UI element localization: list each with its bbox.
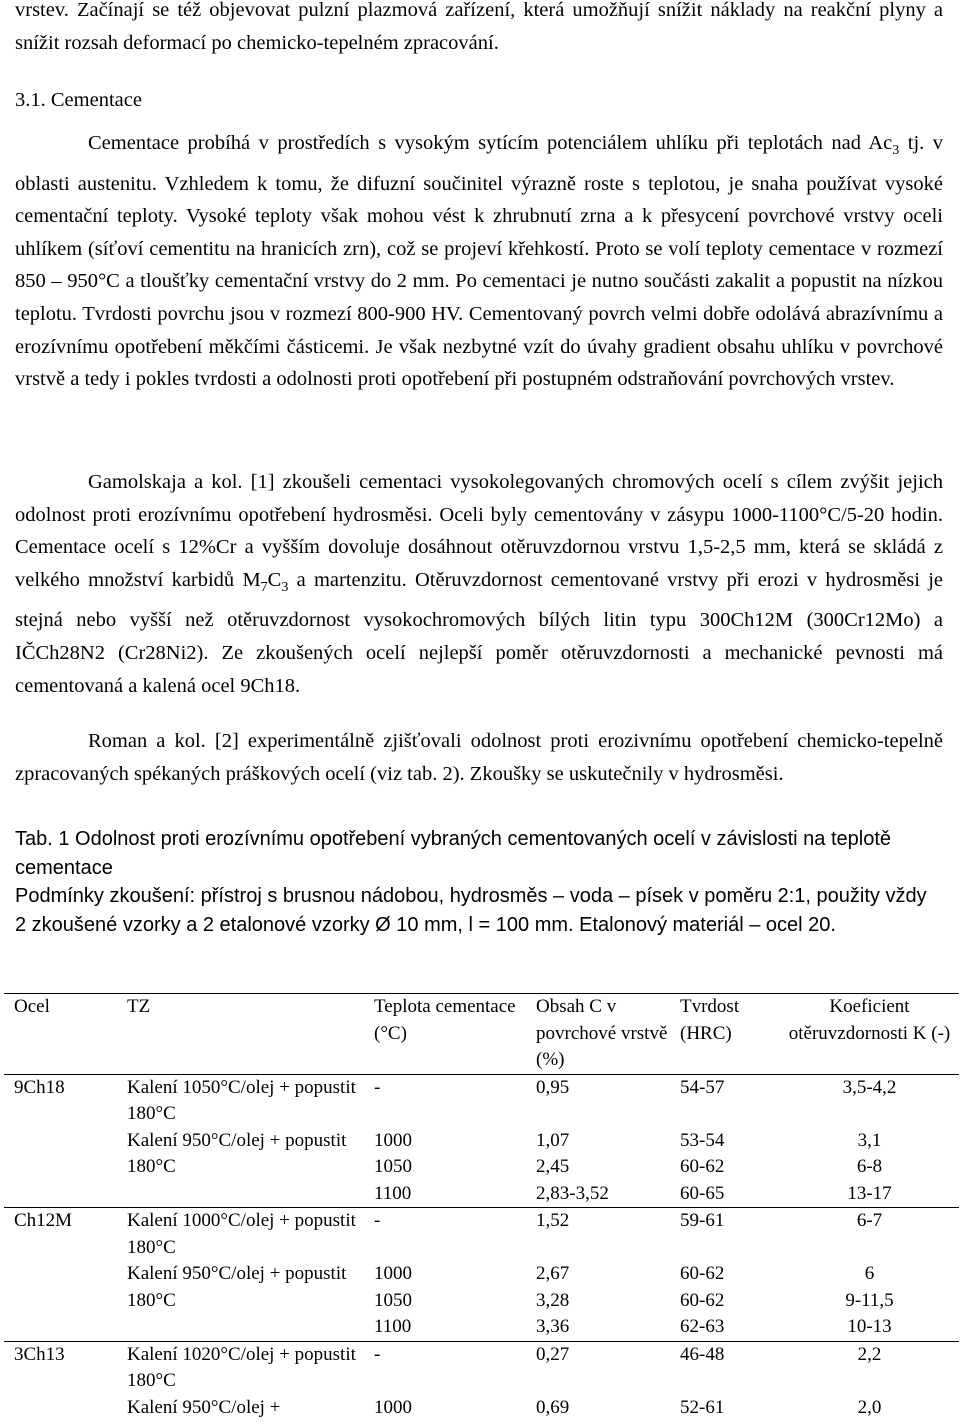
cell-temperature: 1000	[374, 1396, 412, 1418]
cell-hardness: 52-61	[680, 1396, 725, 1418]
cell-carbon: 2,45	[536, 1156, 570, 1177]
header-temperature: Teplota cementace (°C)	[374, 996, 516, 1044]
header-treatment: TZ	[127, 996, 151, 1017]
cell-hardness: 60-62	[680, 1289, 725, 1311]
cell-hardness: 59-61	[680, 1210, 725, 1231]
table-header-row	[4, 994, 959, 1075]
cell-temperature: -	[374, 1343, 381, 1365]
table-row	[4, 1074, 959, 1128]
cell-carbon: 0,27	[536, 1343, 570, 1365]
cell-temperature: -	[374, 1210, 381, 1231]
cell-hardness: 54-57	[680, 1076, 725, 1098]
paragraph-text: a martenzitu. Otěruvzdornost cementované vrstvy při erozi v hydrosměsi je stejná nebo vyšší než otěruvzdornost vysokochromových bílých litin typu 300Ch12M (300Cr12Mo) a IČCh28N2 (Cr28Ni2). Ze zkoušených ocelí nejlepší poměr otěruvzdornosti a mechanické pevnosti má cementovaná a kalená ocel 9Ch18.	[15, 568, 943, 697]
cell-hardness: 60-62	[680, 1156, 725, 1177]
header-steel: Ocel	[14, 996, 50, 1017]
cell-coefficient: 9-11,5	[845, 1289, 894, 1311]
section-heading: 3.1. Cementace	[15, 89, 142, 111]
cell-coefficient: 2,2	[857, 1343, 882, 1365]
cell-coefficient: 13-17	[847, 1182, 892, 1204]
table-row	[4, 1208, 959, 1262]
cell-hardness: 60-62	[680, 1263, 725, 1284]
cell-treatment: Kalení 950°C/olej + popustit 180°C	[127, 1263, 347, 1311]
cell-treatment: Kalení 1050°C/olej + popustit 180°C	[127, 1076, 356, 1124]
cell-temperature: 1000	[374, 1263, 412, 1284]
paragraph-gamolskaja	[15, 466, 943, 702]
paragraph-text: C	[267, 568, 282, 591]
subscript: 7	[260, 579, 268, 595]
cell-temperature: 1100	[374, 1182, 412, 1204]
cell-steel: Ch12M	[14, 1210, 73, 1231]
cell-hardness: 46-48	[680, 1343, 725, 1365]
cell-coefficient: 10-13	[847, 1316, 892, 1337]
cell-hardness: 53-54	[680, 1129, 725, 1151]
cell-steel: 9Ch18	[14, 1076, 65, 1098]
table-row	[4, 1128, 959, 1155]
header-coefficient: Koeficient otěruvzdornosti K (-)	[788, 996, 951, 1044]
paragraph-text: Gamolskaja a kol. [1] zkoušeli cementaci vysokolegovaných chromových ocelí s cílem zvýšit jejich odolnost proti erozívnímu opotřebení hydrosměsi. Oceli byly cementovány v zásypu 1000-1100°C/5-20 hodin. Cementace ocelí s 12%Cr a vyšším dovoluje dosáhnout otěruvzdornou vrstvu 1,5-2,5 mm, která se skládá z velkého množství karbidů M	[15, 471, 943, 591]
cell-coefficient: 3,1	[857, 1129, 882, 1151]
table-caption: Tab. 1 Odolnost proti erozívnímu opotřebení vybraných cementovaných ocelí v závislosti na teplotě cementace	[15, 828, 892, 879]
paragraph-roman: Roman a kol. [2] experimentálně zjišťovali odolnost proti erozivnímu opotřebení chemicko-tepelně zpracovaných spékaných práškových ocelí (viz tab. 2). Zkoušky se uskutečnily v hydrosměsi.	[15, 730, 943, 785]
cell-treatment: Kalení 950°C/olej +	[127, 1396, 281, 1418]
cell-carbon: 0,69	[536, 1396, 570, 1418]
test-conditions: Podmínky zkoušení: přístroj s brusnou nádobou, hydrosměs – voda – písek v poměru 2:1, použity vždy 2 zkoušené vzorky a 2 etalonové vzorky Ø 10 mm, l = 100 mm. Etalonový materiál – ocel 20.	[15, 885, 927, 936]
cell-carbon: 2,67	[536, 1263, 570, 1284]
table-row	[4, 1341, 959, 1395]
cell-temperature: -	[374, 1076, 381, 1098]
subscript: 3	[892, 143, 900, 159]
paragraph-text: tj. v oblasti austenitu. Vzhledem k tomu, že difuzní součinitel výrazně roste s teplotou, je snaha používat vysoké cementační teploty. Vysoké teploty však mohou vést k zhrubnutí zrna a k přesycení povrchové vrstvy oceli uhlíkem (síťoví cementitu na hranicích zrn), což se projeví křehkostí. Proto se volí teploty cementace v rozmezí 850 – 950°C a tloušťky cementační vrstvy do 2 mm. Po cementaci je nutno součásti zakalit a popustit na nízkou teplotu. Tvrdosti povrchu jsou v rozmezí 800-900 HV. Cementovaný povrch velmi dobře odolává abrazívnímu a erozívnímu opotřebení měkčími částicemi. Je však nezbytné vzít do úvahy gradient obsahu uhlíku v povrchové vrstvě a tedy i pokles tvrdosti a odolnosti proti opotřebení při postupném odstraňování povrchových vrstev.	[15, 132, 943, 391]
header-carbon: Obsah C v povrchové vrstvě (%)	[536, 996, 668, 1070]
cell-carbon: 0,95	[536, 1076, 570, 1098]
cell-steel: 3Ch13	[14, 1343, 65, 1365]
cell-carbon: 3,28	[536, 1289, 570, 1311]
cell-temperature: 1100	[374, 1316, 412, 1337]
cell-carbon: 3,36	[536, 1316, 570, 1337]
cell-coefficient: 3,5-4,2	[842, 1076, 897, 1098]
cell-carbon: 1,52	[536, 1210, 570, 1231]
paragraph-text: Cementace probíhá v prostředích s vysokým sytícím potenciálem uhlíku při teplotách nad Ac	[88, 132, 893, 154]
cell-temperature: 1050	[374, 1156, 412, 1177]
table-body	[4, 1074, 959, 1421]
cell-coefficient: 6-7	[856, 1210, 883, 1231]
cell-coefficient: 6	[864, 1263, 875, 1284]
cell-hardness: 62-63	[680, 1316, 725, 1337]
cell-coefficient: 6-8	[856, 1156, 883, 1177]
cell-treatment: Kalení 1000°C/olej + popustit 180°C	[127, 1210, 356, 1258]
cell-temperature: 1050	[374, 1289, 412, 1311]
header-hardness: Tvrdost (HRC)	[680, 996, 740, 1044]
table-row	[4, 1261, 959, 1288]
cell-temperature: 1000	[374, 1129, 412, 1151]
cell-hardness: 60-65	[680, 1182, 725, 1204]
subscript: 3	[281, 579, 289, 595]
cell-carbon: 1,07	[536, 1129, 570, 1151]
resistance-table	[4, 993, 959, 1421]
table-row	[4, 1395, 959, 1422]
intro-paragraph: vrstev. Začínají se též objevovat pulzní plazmová zařízení, která umožňují snížit náklady na reakční plyny a snížit rozsah deformací po chemicko-tepelném zpracování.	[15, 0, 943, 54]
cell-treatment: Kalení 950°C/olej + popustit 180°C	[127, 1129, 347, 1177]
cell-treatment: Kalení 1020°C/olej + popustit 180°C	[127, 1343, 356, 1391]
cell-carbon: 2,83-3,52	[536, 1182, 609, 1204]
cell-coefficient: 2,0	[857, 1396, 882, 1418]
paragraph-cementation	[15, 127, 943, 396]
